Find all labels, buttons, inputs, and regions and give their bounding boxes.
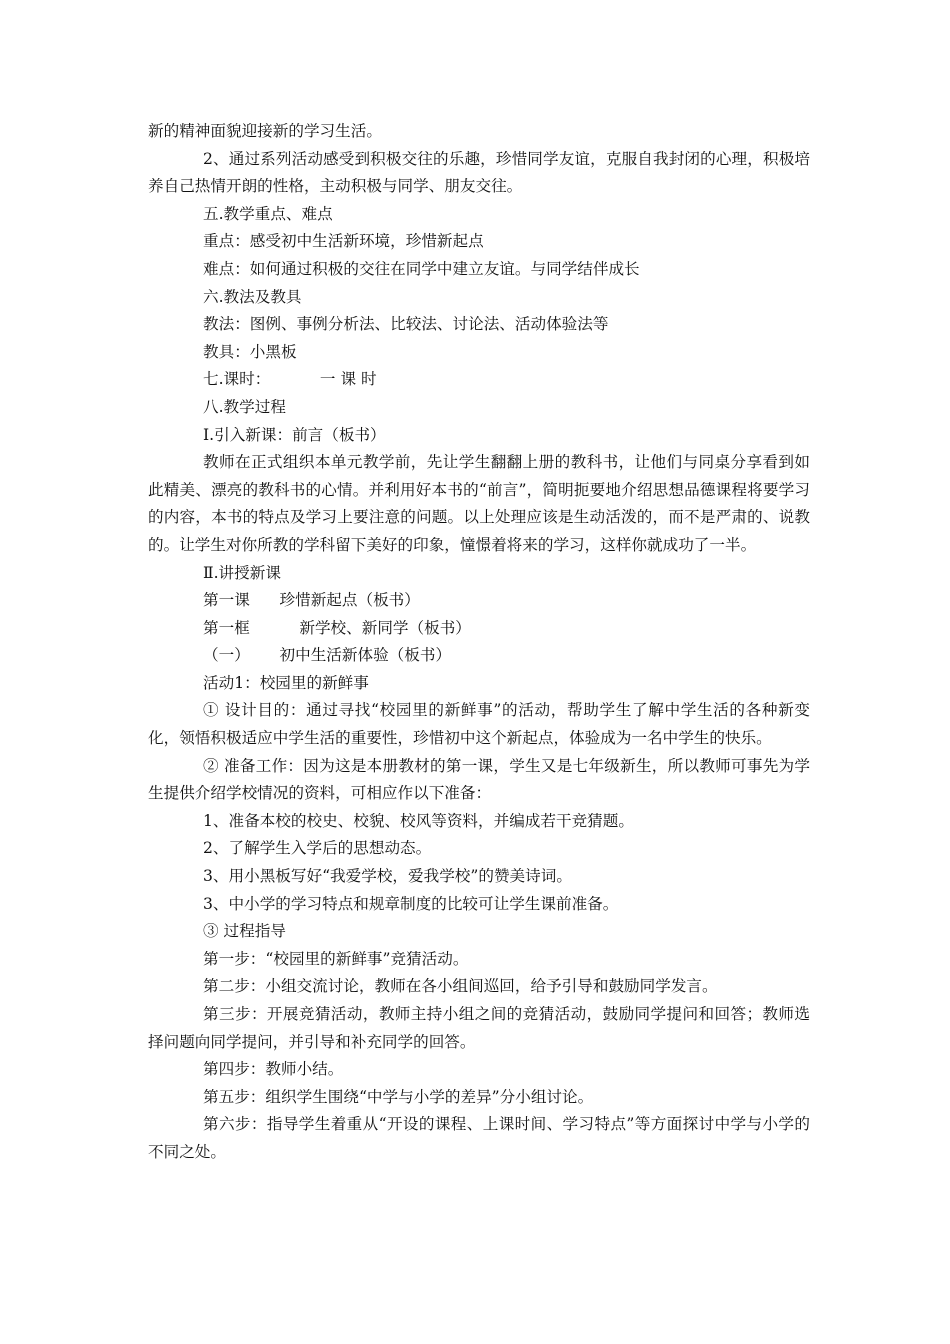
heading-introduction: Ⅰ.引入新课：前言（板书） xyxy=(203,425,386,444)
document-body xyxy=(148,118,810,1167)
heading-key-points: 五.教学重点、难点 xyxy=(203,204,333,223)
list-item-preparation-2: 2、了解学生入学后的思想动态。 xyxy=(203,839,432,858)
paragraph-step-3: 第三步：开展竞猜活动，教师主持小组之间的竞猜活动，鼓励同学提问和回答；教师选择问题向同学提问，并引导和补充同学的回答。 xyxy=(148,1005,810,1051)
paragraph-introduction: 教师在正式组织本单元教学前，先让学生翻翻上册的教科书，让他们与同桌分享看到如此精美、漂亮的教科书的心情。并利用好本书的“前言”，简明扼要地介绍思想品德课程将要学习的内容，本书的特点及学习上要注意的问题。以上处理应该是生动活泼的，而不是严肃的、说教的。让学生对你所教的学科留下美好的印象，憧憬着将来的学习，这样你就成功了一半。 xyxy=(148,453,810,554)
paragraph-difficult-point: 难点：如何通过积极的交往在同学中建立友谊。与同学结伴成长 xyxy=(203,259,640,278)
heading-activity-one: 活动1：校园里的新鲜事 xyxy=(203,673,369,692)
paragraph-step-4: 第四步：教师小结。 xyxy=(203,1060,344,1079)
paragraph-goal-2: 2、通过系列活动感受到积极交往的乐趣，珍惜同学友谊，克服自我封闭的心理，积极培养自己热情开朗的性格，主动积极与同学、朋友交往。 xyxy=(148,149,810,196)
list-item-preparation-1: 1、准备本校的校史、校貌、校风等资料，并编成若干竞猜题。 xyxy=(203,811,634,830)
heading-methods-tools: 六.教法及教具 xyxy=(203,287,302,306)
paragraph-tools: 教具：小黑板 xyxy=(203,342,297,361)
paragraph-step-5: 第五步：组织学生围绕“中学与小学的差异”分小组讨论。 xyxy=(203,1087,594,1106)
paragraph-step-1: 第一步：“校园里的新鲜事”竞猜活动。 xyxy=(203,949,469,968)
heading-new-lesson: Ⅱ.讲授新课 xyxy=(203,563,281,582)
paragraph-continuation: 新的精神面貌迎接新的学习生活。 xyxy=(148,122,382,140)
heading-lesson-one: 第一课 珍惜新起点（板书） xyxy=(203,591,420,610)
heading-frame-one: 第一框 新学校、新同学（板书） xyxy=(203,618,471,637)
heading-section-one: （一） 初中生活新体验（板书） xyxy=(203,646,452,665)
heading-process-guidance: ③ 过程指导 xyxy=(203,922,286,941)
paragraph-key-point: 重点：感受初中生活新环境，珍惜新起点 xyxy=(203,232,484,251)
paragraph-class-hours: 七.课时： 一 课 时 xyxy=(203,370,377,389)
list-item-preparation-3: 3、用小黑板写好“我爱学校，爱我学校”的赞美诗词。 xyxy=(203,867,572,886)
paragraph-design-purpose: ① 设计目的：通过寻找“校园里的新鲜事”的活动，帮助学生了解中学生活的各种新变化，领悟积极适应中学生活的重要性，珍惜初中这个新起点，体验成为一名中学生的快乐。 xyxy=(148,701,810,748)
paragraph-step-2: 第二步：小组交流讨论，教师在各小组间巡回，给予引导和鼓励同学发言。 xyxy=(203,977,718,996)
paragraph-methods: 教法：图例、事例分析法、比较法、讨论法、活动体验法等 xyxy=(203,315,609,334)
list-item-preparation-4: 3、中小学的学习特点和规章制度的比较可让学生课前准备。 xyxy=(203,894,619,913)
paragraph-step-6: 第六步：指导学生着重从“开设的课程、上课时间、学习特点”等方面探讨中学与小学的不同之处。 xyxy=(148,1115,810,1161)
heading-teaching-process: 八.教学过程 xyxy=(203,397,286,416)
paragraph-preparation: ② 准备工作：因为这是本册教材的第一课，学生又是七年级新生，所以教师可事先为学生提供介绍学校情况的资料，可相应作以下准备： xyxy=(148,756,810,803)
